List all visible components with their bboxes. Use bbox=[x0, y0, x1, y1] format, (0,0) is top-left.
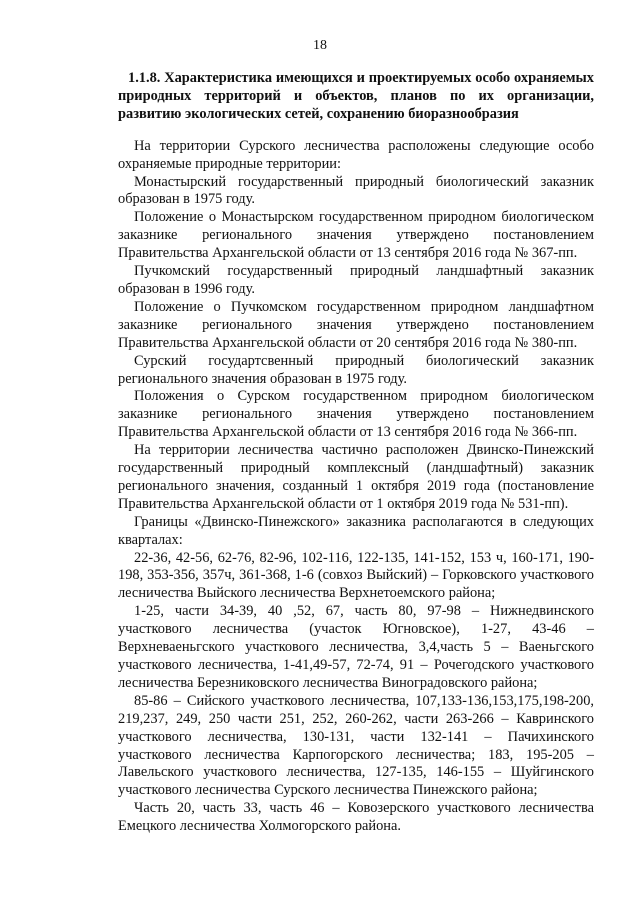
paragraph-sursky-regulation: Положения о Сурском государственном природном биологическом заказнике регионального значения утверждено постановлением Правительства Архангельской области от 13 сентября 2016 года № 366-пп. bbox=[118, 388, 594, 441]
paragraph-dvinsko-pinezhsky-reserve: На территории лесничества частично расположен Двинско-Пинежский государственный природный комплексный (ландшафтный) заказник регионального значения, созданный 1 октября 2019 года (постановление Правительства Архангельской области от 1 октября 2019 года № 531-пп). bbox=[118, 442, 594, 512]
paragraph-puchkomsky-reserve: Пучкомский государственный природный ландшафтный заказник образован в 1996 году. bbox=[118, 263, 594, 297]
paragraph-boundaries-intro: Границы «Двинско-Пинежского» заказника располагаются в следующих кварталах: bbox=[118, 513, 594, 548]
paragraph-puchkomsky-regulation: Положение о Пучкомском государственном природном ландшафтном заказнике регионального значения утверждено постановлением Правительства Архангельской области от 20 сентября 2016 года № 380-пп. bbox=[118, 298, 594, 351]
paragraph-quarters-pinezhsky: 85-86 – Сийского участкового лесничества, 107,133-136,153,175,198-200, 219,237, 249, 250 части 251, 252, 260-262, части 263-266 – Кавринского участкового лесничества, 130-131, части 132-141 – Пачихинского участкового лесничества Карпогорского лесничества; 183, 195-205 – Лавельского участкового лесничества, 127-135, 146-155 – Шуйгинского участкового лесничества Сурского лесничества Пинежского района; bbox=[118, 692, 594, 799]
paragraph-intro: На территории Сурского лесничества расположены следующие особо охраняемые природные территории: bbox=[118, 137, 594, 172]
paragraph-sursky-reserve: Сурский государтсвенный природный биологический заказник регионального значения образован в 1975 году. bbox=[118, 352, 594, 387]
paragraph-quarters-gorkovsky: 22-36, 42-56, 62-76, 82-96, 102-116, 122-135, 141-152, 153 ч, 160-171, 190-198, 353-356, 357ч, 361-368, 1-6 (совхоз Выйский) – Горковского участкового лесничества Выйского лесничества Верхнетоемского района; bbox=[118, 549, 594, 602]
paragraph-quarters-vinogradovsky: 1-25, части 34-39, 40 ,52, 67, часть 80, 97-98 – Нижнедвинского участкового лесничества (участок Югновское), 1-27, 43-46 – Верхневаеньгского участкового лесничества, 3,4,часть 5 – Ваеньгского участкового лесничества, 1-41,49-57, 72-74, 91 – Рочегодского участкового лесничества Березниковского лесничества Виноградовского района; bbox=[118, 603, 594, 691]
paragraph-monastyrsky-reserve: Монастырский государственный природный биологический заказник образован в 1975 году. bbox=[118, 173, 594, 208]
page-number: 18 bbox=[313, 38, 327, 53]
section-heading: 1.1.8. Характеристика имеющихся и проектируемых особо охраняемых природных территорий и объектов, планов по их организации, развитию экологических сетей, сохранению биоразнообразия bbox=[118, 70, 594, 122]
document-body bbox=[118, 70, 594, 836]
paragraph-quarters-kholmogorsky: Часть 20, часть 33, часть 46 – Ковозерского участкового лесничества Емецкого лесничества Холмогорского района. bbox=[118, 800, 594, 835]
paragraph-monastyrsky-regulation: Положение о Монастырском государственном природном биологическом заказнике регионального значения утверждено постановлением Правительства Архангельской области от 13 сентября 2016 года № 367-пп. bbox=[118, 209, 594, 262]
